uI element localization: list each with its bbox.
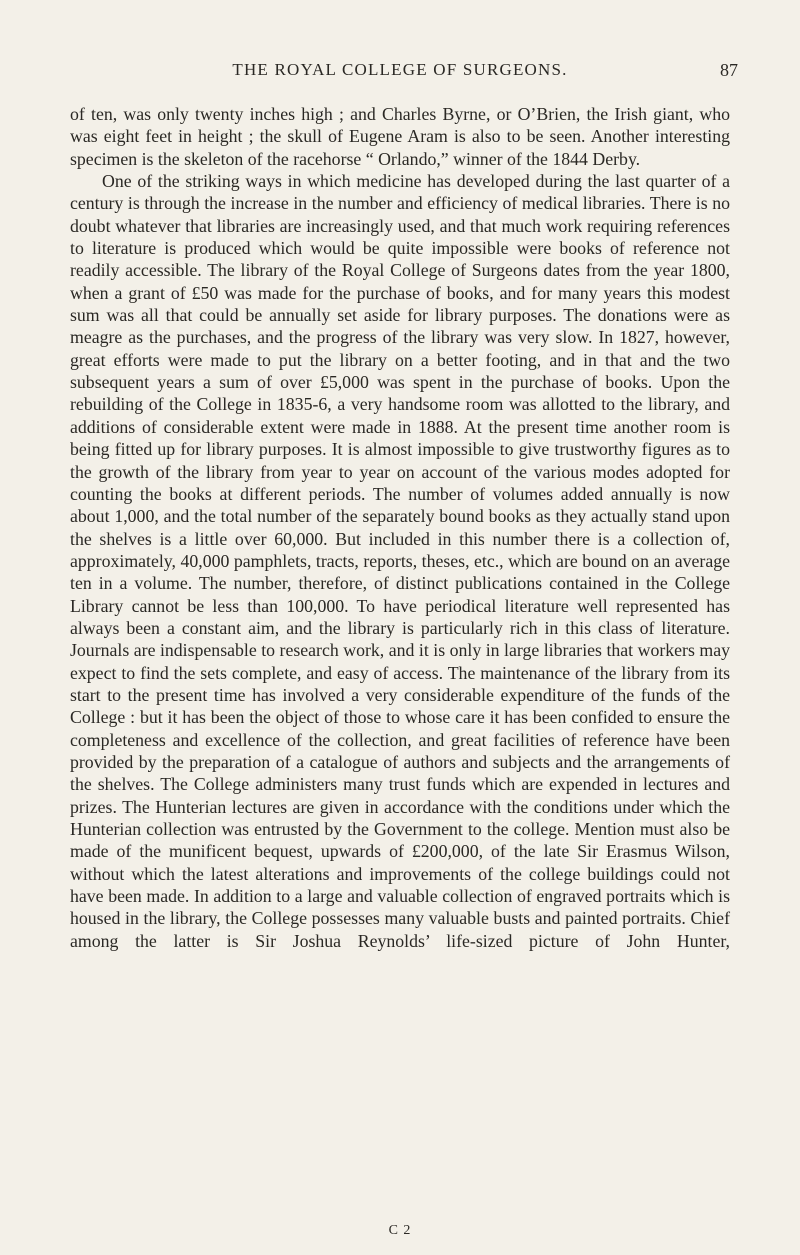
running-head — [0, 60, 800, 84]
running-title: THE ROYAL COLLEGE OF SURGEONS. — [232, 60, 568, 79]
page-number: 87 — [720, 60, 738, 80]
body-text — [70, 103, 730, 952]
paragraph-libraries: One of the striking ways in which medicine has developed during the last quarter of a century is through the increase in the number and efficiency of medical libraries. There is no doubt whatever that libraries are increasingly used, and that much work requiring references to literature is produced which would be quite impossible were books of reference not readily accessible. The library of the Royal College of Surgeons dates from the year 1800, when a grant of £50 was made for the purchase of books, and for many years this modest sum was all that could be annually set aside for library purposes. The donations were as meagre as the purchases, and the progress of the library was very slow. In 1827, however, great efforts were made to put the library on a better footing, and in that and the two subsequent years a sum of over £5,000 was spent in the purchase of books. Upon the rebuilding of the College in 1835-6, a very handsome room was allotted to the library, and additions of considerable extent were made in 1888. At the present time another room is being fitted up for library purposes. It is almost impossible to give trustworthy figures as to the growth of the library from year to year on account of the various modes adopted for counting the books at different periods. The number of volumes added annually is now about 1,000, and the total number of the separately bound books as they actually stand upon the shelves is a little over 60,000. But included in this number there is a collection of, approximately, 40,000 pamphlets, tracts, reports, theses, etc., which are bound on an average ten in a volume. The number, therefore, of distinct publications contained in the College Library cannot be less than 100,000. To have periodical literature well represented has always been a constant aim, and the library is particularly rich in this class of literature. Journals are indispensable to research work, and it is only in large libraries that workers may expect to find the sets complete, and easy of access. The maintenance of the library from its start to the present time has involved a very considerable expenditure of the funds of the College : but it has been the object of those to whose care it has been confided to ensure the completeness and excellence of the collection, and great facilities of reference have been provided by the preparation of a catalogue of authors and subjects and the arrangements of the shelves. The College administers many trust funds which are expended in lectures and prizes. The Hunterian lectures are given in accordance with the conditions under which the Hunterian collection was entrusted by the Government to the college. Mention must also be made of the munificent bequest, upwards of £200,000, of the late Sir Erasmus Wilson, without which the latest alterations and improvements of the college buildings could not have been made. In addition to a large and valuable collection of engraved portraits which is housed in the library, the College possesses many valuable busts and painted portraits. Chief among the latter is Sir Joshua Reynolds’ life-sized picture of John Hunter, — [70, 171, 730, 951]
signature-mark: C 2 — [388, 1223, 412, 1238]
paragraph-continuation: of ten, was only twenty inches high ; and Charles Byrne, or O’Brien, the Irish giant, who was eight feet in height ; the skull of Eugene Aram is also to be seen. Another interesting specimen is the skeleton of the racehorse “ Orlando,” winner of the 1844 Derby. — [70, 104, 730, 169]
